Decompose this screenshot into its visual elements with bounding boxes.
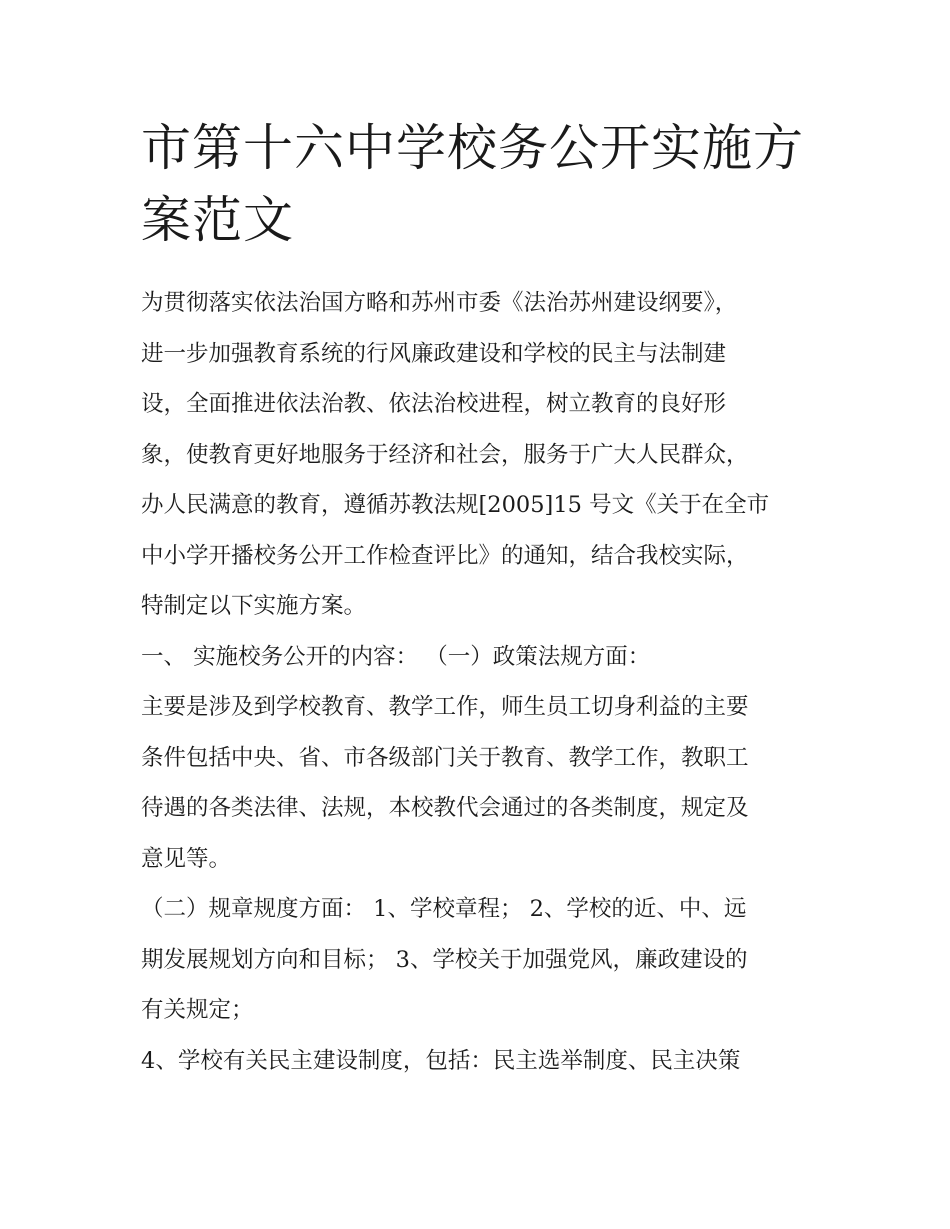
body-line: 特制定以下实施方案。 bbox=[141, 593, 367, 619]
title-line-2: 案范文 bbox=[141, 191, 294, 249]
body-line: 主要是涉及到学校教育、教学工作，师生员工切身利益的主要 bbox=[141, 694, 749, 720]
body-line: 条件包括中央、省、市各级部门关于教育、教学工作，教职工 bbox=[141, 744, 749, 771]
body-line: 设，全面推进依法治教、依法治校进程，树立教育的良好形 bbox=[141, 391, 727, 417]
section-heading-line: 一、 实施校务公开的内容： （一）政策法规方面： bbox=[141, 643, 651, 670]
body-line: 进一步加强教育系统的行风廉政建设和学校的民主与法制建 bbox=[141, 340, 727, 367]
body-line: 有关规定； bbox=[141, 997, 254, 1023]
body-line: 待遇的各类法律、法规，本校教代会通过的各类制度，规定及 bbox=[141, 795, 749, 821]
body-line: 意见等。 bbox=[141, 845, 232, 872]
body-line: （二）规章规度方面： 1、学校章程； 2、学校的近、中、远 bbox=[141, 896, 747, 922]
title-line-1: 市第十六中学校务公开实施方 bbox=[141, 119, 804, 177]
body-line: 中小学开播校务公开工作检查评比》的通知，结合我校实际， bbox=[141, 542, 749, 569]
body-line: 期发展规划方向和目标； 3、学校关于加强党风，廉政建设的 bbox=[141, 946, 748, 973]
body-line: 办人民满意的教育，遵循苏教法规[2005]15 号文《关于在全市 bbox=[141, 492, 770, 518]
document-title bbox=[141, 112, 841, 256]
document-body bbox=[141, 278, 821, 1086]
body-line: 象，使教育更好地服务于经济和社会，服务于广大人民群众， bbox=[141, 441, 749, 468]
body-line: 为贯彻落实依法治国方略和苏州市委《法治苏州建设纲要》， bbox=[141, 290, 738, 316]
body-line: 4、学校有关民主建设制度，包括：民主选举制度、民主决策 bbox=[141, 1047, 741, 1074]
